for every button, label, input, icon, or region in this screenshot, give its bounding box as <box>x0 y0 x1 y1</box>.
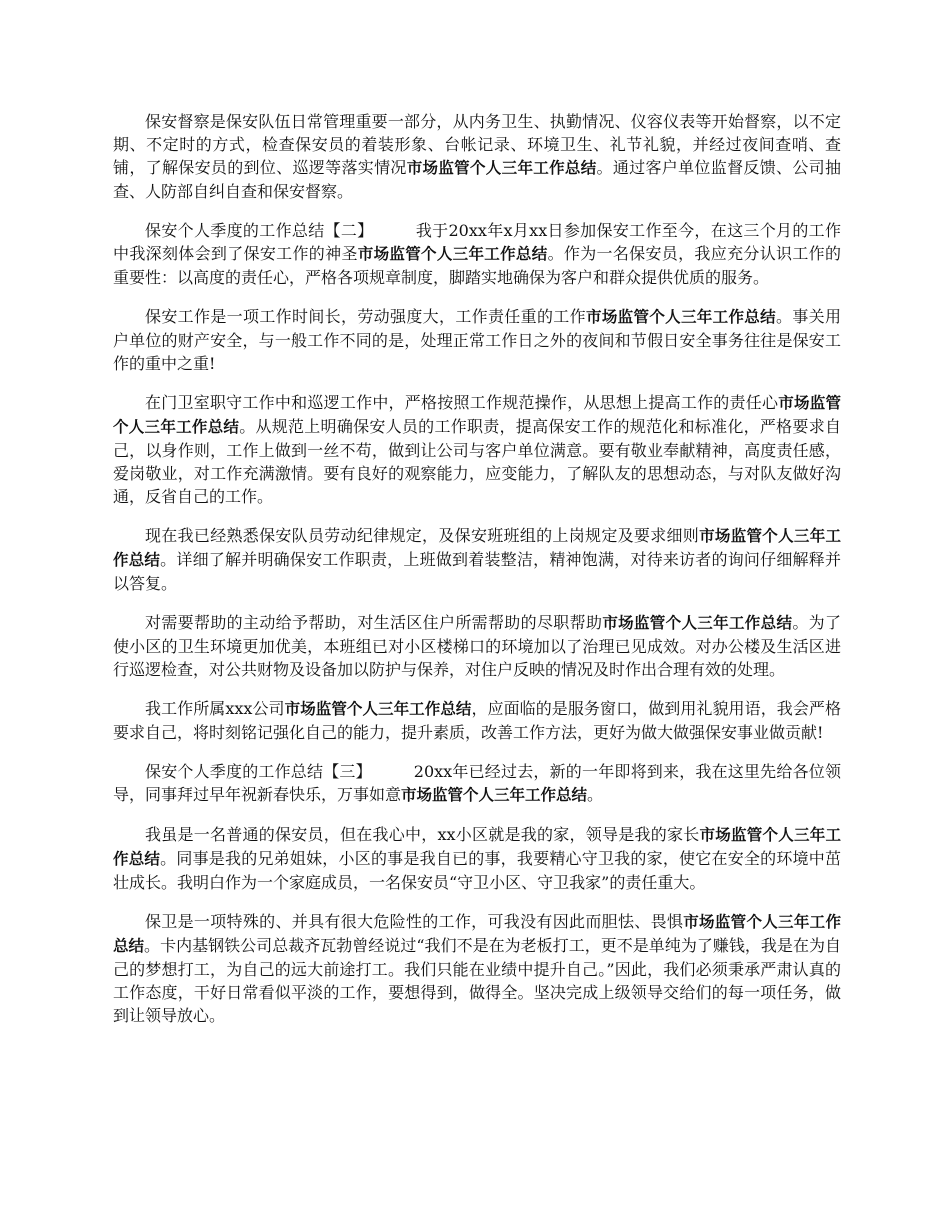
paragraph-text: 现在我已经熟悉保安队员劳动纪律规定，及保安班班组的上岗规定及要求细则 <box>145 526 700 545</box>
paragraph-text: 。通过客户单位监督反馈、公司抽查、人防部自纠自查和保安督察。 <box>113 158 841 201</box>
paragraph-text: 我于20xx年x月xx日参加保安工作至今，在这三个月的工作中我深刻体会到了保安工作的神圣 <box>113 221 841 263</box>
keyword-highlight: 市场监管个人三年工作总结 <box>284 700 472 718</box>
keyword-highlight: 市场监管个人三年工作总结 <box>113 913 841 955</box>
keyword-highlight: 市场监管个人三年工作总结 <box>602 614 793 632</box>
paragraph-text: 保安工作是一项工作时间长，劳动强度大，工作责任重的工作 <box>145 307 586 326</box>
paragraph-9 <box>113 823 841 894</box>
paragraph-text: 。事关用户单位的财产安全，与一般工作不同的是，处理正常工作日之外的夜间和节假日安全事务往往是保安工作的重中之重! <box>113 307 841 373</box>
document-body <box>113 110 841 1043</box>
paragraph-text: ，应面临的是服务窗口，做到用礼貌用语，我会严格要求自己，将时刻铭记强化自己的能力，提升素质，改善工作方法，更好为做大做强保安事业做贡献! <box>113 699 841 742</box>
keyword-highlight: 市场监管个人三年工作总结 <box>401 786 588 804</box>
paragraph-1 <box>113 110 841 203</box>
keyword-highlight: 市场监管个人三年工作总结 <box>113 394 841 436</box>
paragraph-2 <box>113 219 841 289</box>
paragraph-text: 。同事是我的兄弟姐妹，小区的事是我自已的事，我要精心守卫我的家，使它在安全的环境中茁壮成长。我明白作为一个家庭成员，一名保安员“守卫小区、守卫我家”的责任重大。 <box>113 849 841 892</box>
paragraph-text: 。卡内基钢铁公司总裁齐瓦勃曾经说过“我们不是在为老板打工，更不是单纯为了赚钱，我是在为自己的梦想打工，为自己的远大前途打工。我们只能在业绩中提升自己。”因此，我们必须秉承严肃认真的工作态度，干好日常看似平淡的工作，要想得到，做得全。坚决完成上级领导交给们的每一项任务，做到让领导放心。 <box>113 936 841 1025</box>
paragraph-text: 。作为一名保安员，我应充分认识工作的重要性：以高度的责任心，严格各项规章制度，脚踏实地确保为客户和群众提供优质的服务。 <box>113 244 841 287</box>
paragraph-text: 。从规范上明确保安人员的工作职责，提高保安工作的规范化和标准化，严格要求自己，以身作则，工作上做到一丝不苟，做到让公司与客户单位满意。要有敬业奉献精神，高度责任感，爱岗敬业，对工作充满激情。要有良好的观察能力，应变能力，了解队友的思想动态，与对队友做好沟通，反省自己的工作。 <box>113 417 841 506</box>
keyword-highlight: 市场监管个人三年工作总结 <box>113 826 841 868</box>
keyword-highlight: 市场监管个人三年工作总结 <box>113 527 841 569</box>
paragraph-text: 。详细了解并明确保安工作职责，上班做到着装整洁，精神饱满，对待来访者的询问仔细解释并以答复。 <box>113 550 841 593</box>
paragraph-text: 对需要帮助的主动给予帮助，对生活区住户所需帮助的尽职帮助 <box>145 613 603 632</box>
keyword-highlight: 市场监管个人三年工作总结 <box>406 159 597 177</box>
paragraph-6 <box>113 611 841 681</box>
keyword-highlight: 市场监管个人三年工作总结 <box>357 245 548 263</box>
paragraph-10 <box>113 910 841 1027</box>
section-heading: 保安个人季度的工作总结【三】 <box>145 762 372 781</box>
paragraph-text: 保卫是一项特殊的、并具有很大危险性的工作，可我没有因此而胆怯、畏惧 <box>145 912 684 931</box>
paragraph-text: 保安督察是保安队伍日常管理重要一部分，从内务卫生、执勤情况、仪容仪表等开始督察，以不定期、不定时的方式，检查保安员的着装形象、台帐记录、环境卫生、礼节礼貌，并经过夜间查哨、查铺，了解保安员的到位、巡逻等落实情况 <box>113 112 841 177</box>
paragraph-text: 。 <box>587 785 604 804</box>
paragraph-4 <box>113 391 841 508</box>
paragraph-8 <box>113 760 841 807</box>
keyword-highlight: 市场监管个人三年工作总结 <box>585 308 776 326</box>
paragraph-3 <box>113 305 841 375</box>
paragraph-7 <box>113 697 841 744</box>
paragraph-text: 在门卫室职守工作中和巡逻工作中，严格按照工作规范操作，从思想上提高工作的责任心 <box>145 393 779 412</box>
paragraph-text: 我虽是一名普通的保安员，但在我心中，xx小区就是我的家，领导是我的家长 <box>145 825 700 844</box>
paragraph-text: 我工作所属xxx公司 <box>145 699 285 718</box>
paragraph-text: 20xx年已经过去，新的一年即将到来，我在这里先给各位领导，同事拜过早年祝新春快乐，万事如意 <box>113 762 841 804</box>
paragraph-text: 。为了使小区的卫生环境更加优美，本班组已对小区楼梯口的环境加以了治理已见成效。对办公楼及生活区进行巡逻检查，对公共财物及设备加以防护与保养，对住户反映的情况及时作出合理有效的处理。 <box>113 613 841 679</box>
paragraph-5 <box>113 524 841 595</box>
section-heading: 保安个人季度的工作总结【二】 <box>145 221 374 240</box>
